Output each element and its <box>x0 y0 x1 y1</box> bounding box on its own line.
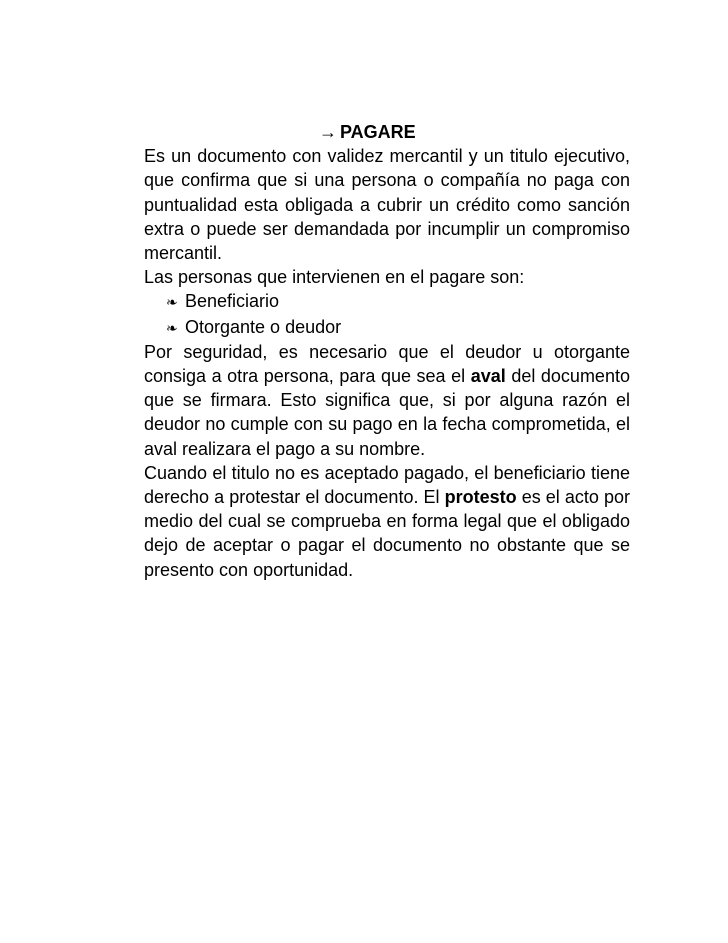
aval-text-after: del documento que se firmara. Esto significa que, si por alguna razón el deudor no cumple con su pago en la fecha comprometida, el aval realizara el pago a su nombre. <box>144 366 630 459</box>
definition-paragraph: Es un documento con validez mercantil y un titulo ejecutivo, que confirma que si una persona o compañía no paga con puntualidad esta obligada a cubrir un crédito como sanción extra o puede ser demandada por incumplir un compromiso mercantil. <box>144 146 630 264</box>
list-item-label: Beneficiario <box>185 291 280 312</box>
protesto-text-before: Cuando el titulo no es aceptado pagado, el beneficiario tiene derecho a protestar el documento. El <box>144 462 630 508</box>
aval-paragraph <box>144 340 630 461</box>
list-item <box>144 289 630 314</box>
list-item <box>144 315 630 340</box>
protesto-term: protesto <box>444 487 517 508</box>
flourish-bullet-icon: ❧ <box>166 294 178 311</box>
participants-list <box>144 289 630 339</box>
aval-term: aval <box>470 366 506 387</box>
right-arrow-icon: → <box>319 122 337 142</box>
aval-text-before: Por seguridad, es necesario que el deudor u otorgante consiga a otra persona, para que sea el <box>144 341 630 387</box>
list-item-label: Otorgante o deudor <box>185 316 342 337</box>
title-text: PAGARE <box>340 122 416 142</box>
protesto-text-after: es el acto por medio del cual se comprueba en forma legal que el obligado dejo de aceptar o pagar el documento no obstante que se presento con oportunidad. <box>144 487 630 580</box>
document-page <box>144 120 630 582</box>
flourish-bullet-icon: ❧ <box>166 319 178 336</box>
protesto-paragraph <box>144 461 630 582</box>
list-intro: Las personas que intervienen en el pagare son: <box>144 267 525 288</box>
document-title <box>144 120 630 144</box>
